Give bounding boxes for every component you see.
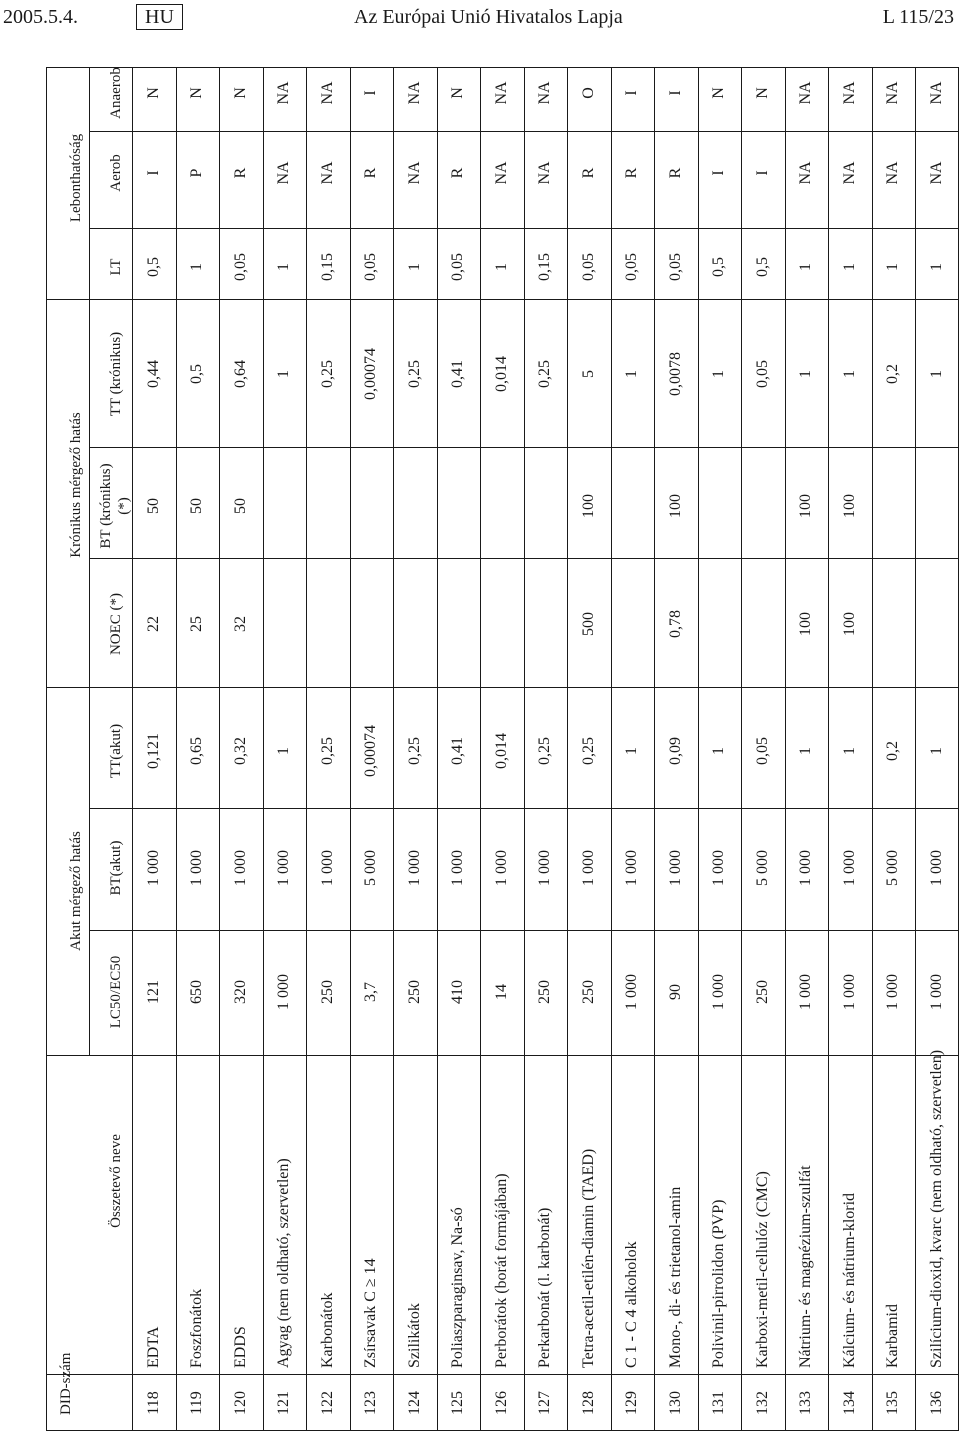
cell-aerobic: I [753,170,771,176]
cell-lc50: 250 [405,980,423,1004]
cell-aerobic: NA [840,161,858,185]
cell-name: Perkarbonát (l. karbonát) [536,1207,554,1368]
cell-aerobic: NA [275,161,293,185]
table-border-bottom [958,67,959,1431]
cell-bt-acute: 1 000 [797,850,815,886]
group-header-chronic: Krónikus mérgező hatás [68,412,84,558]
cell-tt-acute: 0,65 [188,737,206,765]
cell-anaerobic: NA [405,81,423,105]
cell-anaerobic: N [710,87,728,99]
row-divider [654,67,655,1431]
cell-did: 127 [536,1391,554,1415]
cell-did: 126 [492,1391,510,1415]
row-divider [915,67,916,1431]
cell-did: 122 [318,1391,336,1415]
cell-tt-chronic: 0,64 [231,360,249,388]
cell-lt: 0,15 [318,253,336,281]
cell-bt-chronic: 100 [840,494,858,518]
cell-did: 118 [144,1391,162,1415]
cell-lt: 0,05 [623,253,641,281]
language-badge: HU [136,4,183,30]
cell-tt-acute: 1 [840,747,858,755]
cell-lt: 1 [927,263,945,271]
cell-lc50: 250 [753,980,771,1004]
col-header-bt-chronic-note: (*) [116,497,132,515]
cell-lc50: 1 000 [275,974,293,1010]
cell-did: 133 [797,1391,815,1415]
col-header-noec: NOEC (*) [108,592,124,656]
cell-tt-chronic: 1 [710,370,728,378]
row-divider [872,67,873,1431]
cell-did: 125 [449,1391,467,1415]
page-number: L 115/23 [882,6,954,28]
cell-lc50: 320 [231,980,249,1004]
cell-tt-acute: 0,25 [579,737,597,765]
cell-lt: 0,05 [449,253,467,281]
cell-tt-acute: 0,09 [666,737,684,765]
cell-tt-chronic: 5 [579,370,597,378]
cell-tt-acute: 0,014 [492,733,510,769]
cell-aerobic: R [231,167,249,179]
cell-tt-chronic: 1 [623,370,641,378]
cell-anaerobic: N [231,87,249,99]
cell-name: Polivinil-pirrolidon (PVP) [710,1199,728,1368]
cell-name: Perborátok (borát formájában) [492,1173,510,1368]
cell-aerobic: R [362,167,380,179]
cell-bt-acute: 1 000 [144,850,162,886]
cell-noec: 22 [144,616,162,632]
row-divider [524,67,525,1431]
cell-did: 119 [188,1391,206,1415]
cell-tt-acute: 1 [275,747,293,755]
cell-anaerobic: N [449,87,467,99]
cell-name: Karbonátok [318,1292,336,1368]
page-header [0,0,960,40]
cell-bt-acute: 1 000 [536,850,554,886]
row-divider [219,67,220,1431]
cell-lc50: 1 000 [884,974,902,1010]
col-header-lc50: LC50/EC50 [108,955,124,1029]
cell-bt-acute: 1 000 [188,850,206,886]
table-border-right [46,67,959,68]
cell-name: Karbamid [884,1304,902,1368]
cell-bt-acute: 5 000 [753,850,771,886]
cell-lc50: 1 000 [797,974,815,1010]
cell-tt-acute: 0,32 [231,737,249,765]
row-divider [176,67,177,1431]
cell-lt: 0,05 [362,253,380,281]
cell-tt-chronic: 1 [275,370,293,378]
cell-lc50: 250 [536,980,554,1004]
cell-aerobic: NA [536,161,554,185]
toxicity-table [46,67,959,1431]
cell-lt: 0,05 [231,253,249,281]
cell-noec: 0,78 [666,610,684,638]
cell-lt: 1 [275,263,293,271]
cell-tt-acute: 0,2 [884,741,902,761]
cell-aerobic: R [449,167,467,179]
cell-anaerobic: I [362,90,380,96]
cell-lc50: 14 [492,984,510,1000]
row-divider [785,67,786,1431]
cell-bt-acute: 1 000 [623,850,641,886]
cell-lt: 1 [405,263,423,271]
cell-bt-acute: 1 000 [579,850,597,886]
cell-bt-acute: 1 000 [492,850,510,886]
cell-bt-chronic: 100 [579,494,597,518]
row-divider [306,67,307,1431]
cell-tt-chronic: 0,014 [492,356,510,392]
cell-anaerobic: N [144,87,162,99]
cell-aerobic: NA [318,161,336,185]
cell-bt-acute: 1 000 [840,850,858,886]
cell-bt-acute: 1 000 [275,850,293,886]
cell-lt: 0,5 [144,257,162,277]
cell-did: 123 [362,1391,380,1415]
cell-anaerobic: NA [884,81,902,105]
cell-name: Karboxi-metil-cellulóz (CMC) [753,1171,771,1368]
cell-lc50: 121 [144,980,162,1004]
cell-name: C 1 - C 4 alkoholok [623,1241,641,1368]
col-header-aerobic: Aerob [108,154,124,192]
col-header-tt-chronic: TT (krónikus) [108,331,124,417]
cell-bt-chronic: 100 [797,494,815,518]
cell-lt: 0,15 [536,253,554,281]
cell-lc50: 90 [666,984,684,1000]
cell-anaerobic: O [579,87,597,99]
cell-anaerobic: NA [840,81,858,105]
cell-noec: 25 [188,616,206,632]
cell-aerobic: NA [405,161,423,185]
cell-tt-chronic: 0,25 [536,360,554,388]
cell-lc50: 3,7 [362,982,380,1002]
cell-lc50: 410 [449,980,467,1004]
col-header-bt-acute: BT(akut) [108,840,124,896]
cell-bt-acute: 1 000 [927,850,945,886]
cell-tt-acute: 1 [797,747,815,755]
cell-lt: 1 [884,263,902,271]
cell-tt-acute: 0,05 [753,737,771,765]
cell-tt-chronic: 0,44 [144,360,162,388]
cell-did: 136 [927,1391,945,1415]
cell-anaerobic: NA [536,81,554,105]
cell-lc50: 650 [188,980,206,1004]
cell-lt: 1 [797,263,815,271]
cell-lt: 1 [840,263,858,271]
column-divider [46,1374,959,1375]
cell-name: Foszfonátok [188,1288,206,1368]
cell-lc50: 1 000 [710,974,728,1010]
cell-lt: 1 [492,263,510,271]
cell-tt-acute: 1 [927,747,945,755]
cell-aerobic: P [188,168,206,178]
cell-aerobic: I [144,170,162,176]
row-divider [567,67,568,1431]
journal-title: Az Európai Unió Hivatalos Lapja [354,6,623,28]
cell-bt-chronic: 50 [144,498,162,514]
cell-lt: 0,05 [579,253,597,281]
cell-aerobic: NA [884,161,902,185]
cell-tt-chronic: 0,41 [449,360,467,388]
row-divider [350,67,351,1431]
cell-bt-chronic: 50 [231,498,249,514]
cell-name: Szilícium-dioxid, kvarc (nem oldható, szervetlen) [927,1049,945,1368]
cell-name: Nátrium- és magnézium-szulfát [797,1165,815,1368]
cell-lc50: 1 000 [623,974,641,1010]
cell-tt-acute: 0,00074 [362,725,380,777]
cell-did: 121 [275,1391,293,1415]
cell-anaerobic: NA [275,81,293,105]
group-header-acute: Akut mérgező hatás [68,831,84,951]
cell-lt: 0,5 [753,257,771,277]
cell-aerobic: NA [797,161,815,185]
cell-name: EDDS [231,1326,249,1368]
cell-did: 124 [405,1391,423,1415]
cell-anaerobic: NA [797,81,815,105]
column-divider [46,299,959,300]
cell-lc50: 1 000 [840,974,858,1010]
cell-tt-chronic: 0,25 [405,360,423,388]
cell-name: Zsírsavak C ≥ 14 [362,1258,380,1368]
row-divider [828,67,829,1431]
cell-bt-acute: 5 000 [362,850,380,886]
col-header-name: Összetevő neve [108,1134,124,1228]
row-divider [263,67,264,1431]
cell-tt-acute: 0,25 [318,737,336,765]
cell-did: 131 [710,1391,728,1415]
cell-lc50: 250 [318,980,336,1004]
header-divider [132,67,133,1431]
cell-aerobic: R [579,167,597,179]
cell-bt-acute: 1 000 [405,850,423,886]
cell-tt-chronic: 0,00074 [362,348,380,400]
cell-anaerobic: NA [318,81,336,105]
cell-bt-chronic: 100 [666,494,684,518]
cell-name: Mono-, di- és trietanol-amin [666,1186,684,1368]
cell-did: 132 [753,1391,771,1415]
cell-tt-chronic: 0,5 [188,364,206,384]
cell-aerobic: NA [927,161,945,185]
cell-tt-acute: 0,41 [449,737,467,765]
cell-tt-acute: 0,121 [144,733,162,769]
cell-tt-chronic: 1 [927,370,945,378]
column-divider [46,687,959,688]
cell-did: 129 [623,1391,641,1415]
cell-noec: 100 [797,612,815,636]
cell-did: 130 [666,1391,684,1415]
cell-anaerobic: I [666,90,684,96]
cell-tt-chronic: 0,2 [884,364,902,384]
cell-lc50: 1 000 [927,974,945,1010]
cell-did: 120 [231,1391,249,1415]
row-divider [393,67,394,1431]
row-divider [741,67,742,1431]
cell-anaerobic: NA [492,81,510,105]
cell-anaerobic: I [623,90,641,96]
cell-tt-acute: 1 [623,747,641,755]
col-header-tt-acute: TT(akut) [108,723,124,779]
row-divider [437,67,438,1431]
row-divider [698,67,699,1431]
cell-aerobic: NA [492,161,510,185]
header-date: 2005.5.4. [3,6,78,28]
cell-name: Agyag (nem oldható, szervetlen) [275,1158,293,1368]
cell-lt: 0,05 [666,253,684,281]
cell-tt-acute: 1 [710,747,728,755]
column-divider [46,1055,959,1056]
cell-lt: 0,5 [710,257,728,277]
cell-tt-chronic: 1 [797,370,815,378]
cell-lt: 1 [188,263,206,271]
row-divider [480,67,481,1431]
cell-anaerobic: NA [927,81,945,105]
cell-noec: 100 [840,612,858,636]
cell-did: 128 [579,1391,597,1415]
rotated-table-area [46,67,959,1431]
cell-name: Tetra-acetil-etilén-diamin (TAED) [579,1148,597,1368]
cell-tt-chronic: 0,25 [318,360,336,388]
cell-lc50: 250 [579,980,597,1004]
group-header-divider [89,67,90,1056]
cell-bt-acute: 1 000 [231,850,249,886]
cell-noec: 32 [231,616,249,632]
cell-bt-acute: 1 000 [318,850,336,886]
col-header-anaerobic: Anaerob [108,67,124,119]
cell-anaerobic: N [188,87,206,99]
cell-did: 135 [884,1391,902,1415]
cell-bt-acute: 1 000 [710,850,728,886]
cell-anaerobic: N [753,87,771,99]
cell-aerobic: I [710,170,728,176]
col-header-did: DID-szám [58,1352,74,1415]
cell-tt-acute: 0,25 [405,737,423,765]
cell-tt-chronic: 0,05 [753,360,771,388]
table-border-top [46,67,47,1431]
cell-bt-acute: 5 000 [884,850,902,886]
col-header-lt: LT [108,258,124,276]
cell-aerobic: R [623,167,641,179]
cell-bt-acute: 1 000 [449,850,467,886]
cell-aerobic: R [666,167,684,179]
cell-tt-acute: 0,25 [536,737,554,765]
group-header-degradability: Lebonthatóság [68,133,84,223]
col-header-bt-chronic: BT (krónikus) [98,463,114,549]
cell-did: 134 [840,1391,858,1415]
cell-noec: 500 [579,612,597,636]
cell-name: Szilikátok [405,1303,423,1368]
row-divider [611,67,612,1431]
cell-tt-chronic: 1 [840,370,858,378]
cell-bt-acute: 1 000 [666,850,684,886]
cell-name: Kálcium- és nátrium-klorid [840,1192,858,1368]
cell-name: EDTA [144,1326,162,1368]
cell-name: Poliaszparaginsav, Na-só [449,1207,467,1368]
cell-bt-chronic: 50 [188,498,206,514]
cell-tt-chronic: 0,0078 [666,352,684,396]
